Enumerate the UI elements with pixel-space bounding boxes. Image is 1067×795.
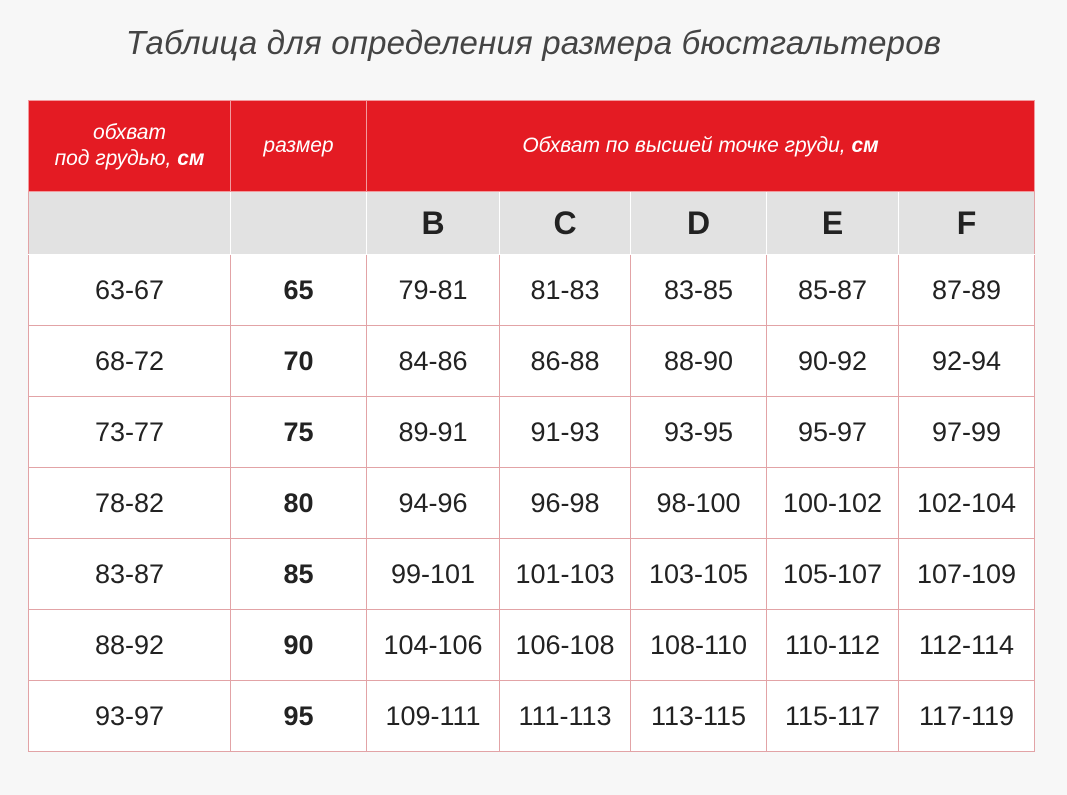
cup-value-cell: 101-103: [500, 539, 631, 610]
cup-value-cell: 109-111: [367, 681, 500, 752]
cup-value-cell: 106-108: [500, 610, 631, 681]
cup-value-cell: 102-104: [899, 468, 1035, 539]
size-cell: 90: [231, 610, 367, 681]
cup-header-b: B: [367, 192, 500, 255]
size-cell: 95: [231, 681, 367, 752]
page-title: Таблица для определения размера бюстгальтеров: [125, 24, 942, 61]
cup-value-cell: 95-97: [767, 397, 899, 468]
bust-header-unit: см: [851, 134, 879, 157]
cup-header-d: D: [631, 192, 767, 255]
underbust-cell: 78-82: [29, 468, 231, 539]
cup-value-cell: 99-101: [367, 539, 500, 610]
cup-value-cell: 91-93: [500, 397, 631, 468]
size-cell: 70: [231, 326, 367, 397]
cup-value-cell: 88-90: [631, 326, 767, 397]
cup-value-cell: 115-117: [767, 681, 899, 752]
cup-value-cell: 90-92: [767, 326, 899, 397]
size-cell: 80: [231, 468, 367, 539]
cup-value-cell: 98-100: [631, 468, 767, 539]
size-cell: 85: [231, 539, 367, 610]
cup-value-cell: 79-81: [367, 255, 500, 326]
cup-value-cell: 108-110: [631, 610, 767, 681]
cup-value-cell: 86-88: [500, 326, 631, 397]
cup-value-cell: 81-83: [500, 255, 631, 326]
table-row: [29, 539, 1035, 610]
cup-value-cell: 96-98: [500, 468, 631, 539]
cup-header-row: [29, 192, 1035, 255]
cup-value-cell: 112-114: [899, 610, 1035, 681]
cup-value-cell: 105-107: [767, 539, 899, 610]
underbust-cell: 83-87: [29, 539, 231, 610]
table-row: [29, 397, 1035, 468]
table-row: [29, 610, 1035, 681]
cup-value-cell: 83-85: [631, 255, 767, 326]
cup-value-cell: 93-95: [631, 397, 767, 468]
table-row: [29, 326, 1035, 397]
cup-value-cell: 84-86: [367, 326, 500, 397]
table-row: [29, 681, 1035, 752]
cup-header-f: F: [899, 192, 1035, 255]
size-cell: 75: [231, 397, 367, 468]
underbust-cell: 93-97: [29, 681, 231, 752]
bra-size-table: [28, 100, 1035, 752]
cup-value-cell: 100-102: [767, 468, 899, 539]
header-row: [29, 101, 1035, 192]
cup-value-cell: 104-106: [367, 610, 500, 681]
cup-value-cell: 94-96: [367, 468, 500, 539]
cup-value-cell: 85-87: [767, 255, 899, 326]
bust-header: [367, 101, 1035, 192]
cup-header-e: E: [767, 192, 899, 255]
underbust-header-line2: под грудью,: [54, 147, 178, 170]
cup-value-cell: 103-105: [631, 539, 767, 610]
underbust-header-unit: см: [177, 147, 205, 170]
table-row: [29, 255, 1035, 326]
cup-header-empty: [231, 192, 367, 255]
underbust-cell: 88-92: [29, 610, 231, 681]
cup-value-cell: 111-113: [500, 681, 631, 752]
cup-value-cell: 87-89: [899, 255, 1035, 326]
table-row: [29, 468, 1035, 539]
underbust-header: [29, 101, 231, 192]
underbust-cell: 63-67: [29, 255, 231, 326]
underbust-cell: 68-72: [29, 326, 231, 397]
bust-header-label: Обхват по высшей точке груди,: [522, 134, 852, 157]
cup-header-c: C: [500, 192, 631, 255]
cup-value-cell: 97-99: [899, 397, 1035, 468]
cup-value-cell: 110-112: [767, 610, 899, 681]
cup-value-cell: 92-94: [899, 326, 1035, 397]
cup-header-empty: [29, 192, 231, 255]
cup-value-cell: 107-109: [899, 539, 1035, 610]
cup-value-cell: 89-91: [367, 397, 500, 468]
size-header: размер: [231, 101, 367, 192]
cup-value-cell: 113-115: [631, 681, 767, 752]
size-cell: 65: [231, 255, 367, 326]
underbust-cell: 73-77: [29, 397, 231, 468]
underbust-header-line1: обхват: [93, 121, 166, 144]
cup-value-cell: 117-119: [899, 681, 1035, 752]
